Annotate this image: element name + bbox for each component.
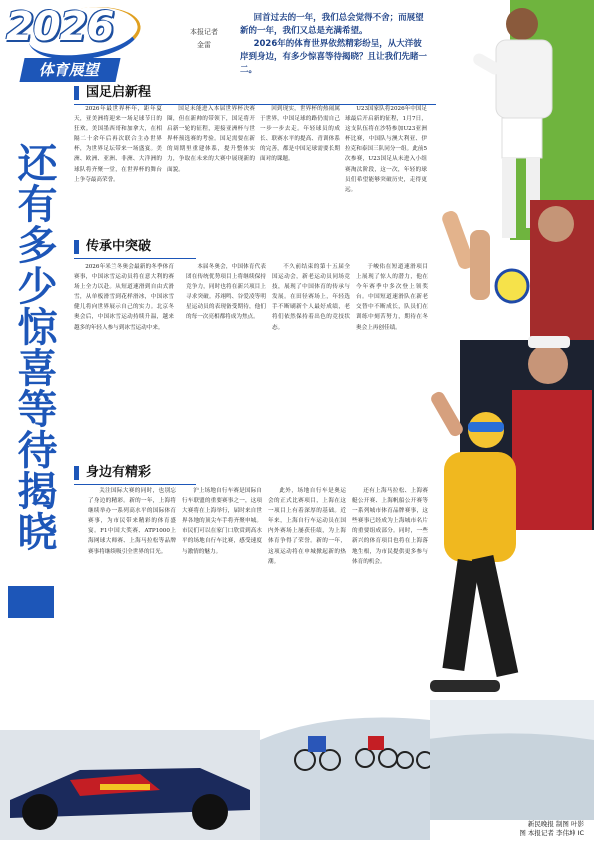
masthead-year: 2026	[6, 4, 114, 50]
article-column: 2026年最世界杯年，距年夏天，亚美洲将迎来一场足球节日的狂欢。美国墨西哥和加拿大，在相隔二十余年后再次联合主办世界杯，为世界足坛带来一场盛宴。美洲、欧洲、亚洲、非洲、大洋洲的球队将齐聚一堂，在世界杯的舞台上争夺最高荣誉。	[74, 106, 162, 183]
lead-paragraph	[240, 12, 428, 77]
article-column: U23国家队将2026年中国足球最后开启新的征程，1月7日，这支队伍将在沙特参加U23亚洲杯比赛，中国队与澳大利亚、伊拉克和泰国三队同分一组。此前5次参赛，U23国足从未进入小组赛淘汰阶段，这一次，年轻的球员们希望能够突破历史，走得更远。	[345, 106, 427, 193]
byline-name: 金雷	[197, 41, 211, 49]
article-column: 国足未能进入本届世界杯决赛圈，但在新帅的带领下，国足将开启新一轮的征程，迎接亚洲杯与世界杯预选赛的考验。国足需要在新的周期里重建体系，提升整体实力，争取在未来的大赛中展现新的面貌。	[167, 106, 255, 173]
skater-photo	[430, 412, 518, 692]
cyclists-photo	[260, 718, 430, 841]
section-heading-2: 传承中突破	[74, 238, 196, 256]
photo-collage	[430, 0, 594, 842]
byline-role: 本报记者	[190, 28, 218, 36]
byline	[174, 26, 234, 52]
article-column: 关注国际大赛的同时，也别忘了身边的精彩。新的一年，上海将继续举办一系列高水平的国际体育赛事，为市民带来精彩的体育盛宴。F1中国大奖赛、ATP1000上海网球大师赛、上海马拉松等品牌赛事将继续吸引全世界的目光。	[88, 488, 176, 555]
article-column: 回到现实，世界杯的热闹属于世界，中国足球的路仍需自己一步一步去走。年轻球员的成长、联赛水平的提高、青训体系的完善，都是中国足球需要长期面对的课题。	[260, 106, 340, 163]
article-column: 还有上海马拉松、上海赛艇公开赛、上海帆船公开赛等一系列城市体育品牌赛事，这些赛事已经成为上海城市名片的重要组成部分。同时，一些新兴的体育项目也将在上海落地生根，为市民提供更多参与体育的机会。	[352, 488, 428, 565]
article-column: 沪上场地自行车赛是国际自行车联盟的重要赛事之一，这项大赛将在上海举行，届时来自世界各地的顶尖车手将齐聚申城。市民们可以在家门口欣赏到高水平的场地自行车比赛，感受速度与激情的魅力。	[182, 488, 262, 555]
article-column: 本届冬奥会，中国体育代表团在传统优势项目上将继续保持竞争力，同时也将在新兴项目上寻求突破。苏翊鸣、谷爱凌等明星运动员的表现备受期待，他们的每一次亮相都将成为焦点。	[186, 264, 266, 321]
article-column: 不久前结束的第十五届全国运动会，新老运动员同场竞技，展现了中国体育的传承与发展。在田径赛场上，年轻选手不断刷新个人最好成绩，老将们依然保持着出色的竞技状态。	[272, 264, 350, 331]
cyclists-photo	[430, 700, 594, 820]
lead-line: 回首过去的一年，我们总会觉得不舍；而展望新的一年，我们又总是充满希望。	[240, 13, 424, 36]
headline-bar	[8, 586, 54, 618]
bottom-photos	[0, 700, 430, 840]
article-column: 于峻佑在短道速滑项目上展现了惊人的潜力，他在今年赛季中多次登上领奖台。中国短道速滑队在新老交替中不断成长，队员们在训练中刻苦努力，期待在冬奥会上再创佳绩。	[356, 264, 428, 331]
section-tag: 体育展望	[19, 58, 120, 82]
article-column: 此外，场地自行车是奥运会的正式比赛项目，上海在这一项目上有着深厚的基础。近年来，上海自行车运动员在国内外赛场上屡获佳绩，为上海体育争得了荣誉。新的一年，这项运动将在申城掀起新的热潮。	[268, 488, 346, 565]
section-heading-3: 身边有精彩	[74, 464, 196, 482]
article-column: 2026年米兰冬奥会最新的冬季体育赛事，中国冰雪运动员将在意大利的赛场上全力以赴。从短道速滑到自由式滑雪，从单板滑雪到花样滑冰，中国冰雪健儿将向世界展示自己的实力。北京冬奥会后，中国冰雪运动持续升温，越来越多的年轻人参与到冰雪运动中来。	[74, 264, 174, 331]
main-headline: 还有多少惊喜等待揭晓	[11, 142, 57, 552]
photo-credit: 新民晚报 制图 叶影 图 本报记者 李伟坤 IC	[519, 820, 584, 837]
section-heading-1: 国足启新程	[74, 84, 436, 102]
lead-line: 2026年的体育世界依然精彩纷呈，从大洋彼岸到身边，有多少惊喜等待揭晓？且让我们先睹一二。	[240, 39, 428, 75]
f1-car-photo	[0, 730, 260, 840]
